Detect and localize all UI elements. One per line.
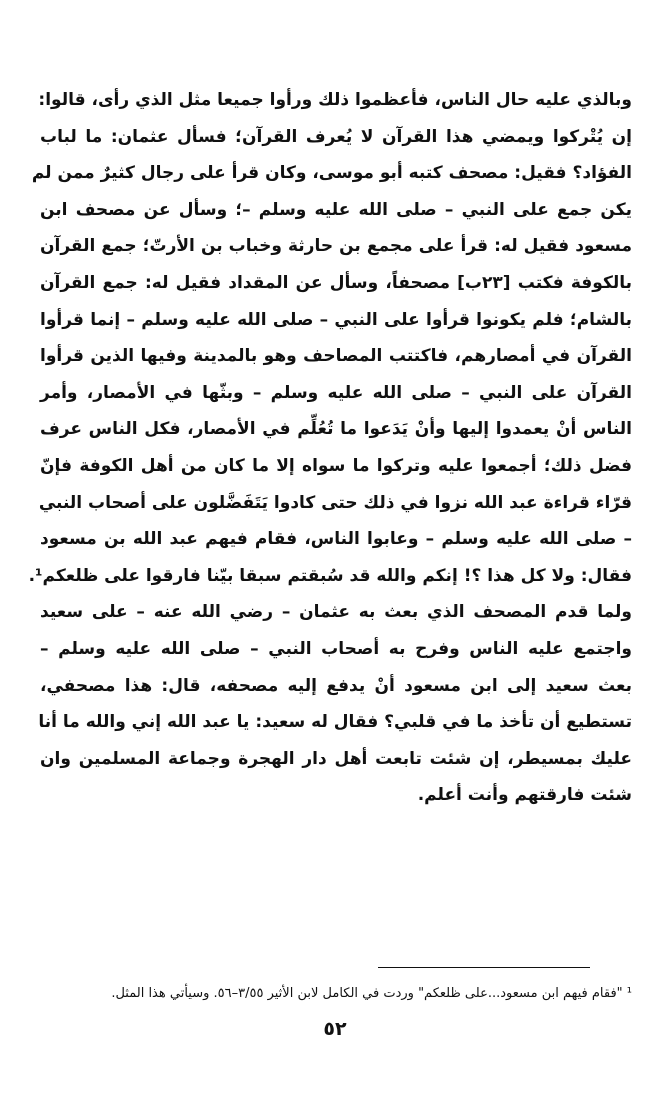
text-line-12: قرّاء قراءة عبد الله نزوا في ذلك حتى كادوا يَتَفَضَّلون على أصحاب النبي	[38, 492, 632, 513]
text-line-1: وبالذي عليه حال الناس، فأعظموا ذلك ورأوا جميعا مثل الذي رأى، قالوا:	[38, 90, 632, 110]
text-line-13: – صلى الله عليه وسلم – وعابوا الناس، فقام فيهم عبد الله بن مسعود	[40, 529, 632, 550]
text-line-17: بعث سعيد إلى ابن مسعود أنْ يدفع إليه مصحفه، قال: هذا مصحفي،	[40, 675, 632, 696]
text-line-18: تستطيع أن تأخذ ما في قلبي؟ فقال له سعيد: يا عبد الله إني والله ما أنا	[38, 712, 632, 733]
text-line-10: الناس أنْ يعمدوا إليها وأنْ يَدَعوا ما تُعُلِّم في الأمصار، فكل الناس عرف	[40, 419, 632, 440]
text-line-15: ولما قدم المصحف الذي بعث به عثمان – رضي الله عنه – على سعيد	[40, 602, 632, 623]
text-line-2: إن يُتْركوا ويمضي هذا القرآن لا يُعرف القرآن؛ فسأل عثمان: ما لباب	[40, 126, 632, 147]
footnote: ¹ "فقام فيهم ابن مسعود...على ظلعكم" وردت في الكامل لابن الأثير ٣/٥٥–٥٦. وسيأتي هذا المثل.	[111, 986, 632, 1001]
footnote-separator	[378, 967, 590, 968]
text-line-4: يكن جمع على النبي – صلى الله عليه وسلم –؛ وسأل عن مصحف ابن	[40, 199, 632, 220]
text-line-9: القرآن على النبي – صلى الله عليه وسلم – وبثّها في الأمصار، وأمر	[40, 382, 632, 403]
text-line-20: شئت فارقتهم وأنت أعلم.	[417, 785, 632, 806]
text-line-14: فقال: ولا كل هذا ؟! إنكم والله قد سُبقتم سبقا بيّنا فارقوا على ظلعكم¹.	[28, 565, 632, 586]
text-line-7: بالشام؛ فلم يكونوا قرأوا على النبي – صلى الله عليه وسلم – إنما قرأوا	[40, 309, 632, 330]
main-text	[28, 82, 632, 814]
text-line-16: واجتمع عليه الناس وفرح به أصحاب النبي – صلى الله عليه وسلم –	[40, 638, 632, 659]
text-line-8: القرآن في أمصارهم، فاكتتب المصاحف وهو بالمدينة وفيها الذين قرأوا	[40, 346, 632, 367]
text-line-5: مسعود فقيل له: قرأ على مجمع بن حارثة وخباب بن الأرتّ؛ جمع القرآن	[40, 236, 632, 257]
text-line-19: عليك بمسيطر، إن شئت تابعت أهل دار الهجرة وجماعة المسلمين وان	[40, 748, 632, 769]
text-line-3: الفؤاد؟ فقيل: مصحف كتبه أبو موسى، وكان قرأ على رجال كثيرٌ ممن لم	[31, 163, 632, 184]
text-line-6: بالكوفة فكتب [٢٣ب] مصحفاً، وسأل عن المقداد فقيل له: جمع القرآن	[40, 272, 632, 293]
page-number: ٥٢	[323, 1018, 347, 1040]
text-line-11: فضل ذلك؛ أجمعوا عليه وتركوا ما سواه إلا ما كان من أهل الكوفة فإنّ	[40, 455, 632, 476]
